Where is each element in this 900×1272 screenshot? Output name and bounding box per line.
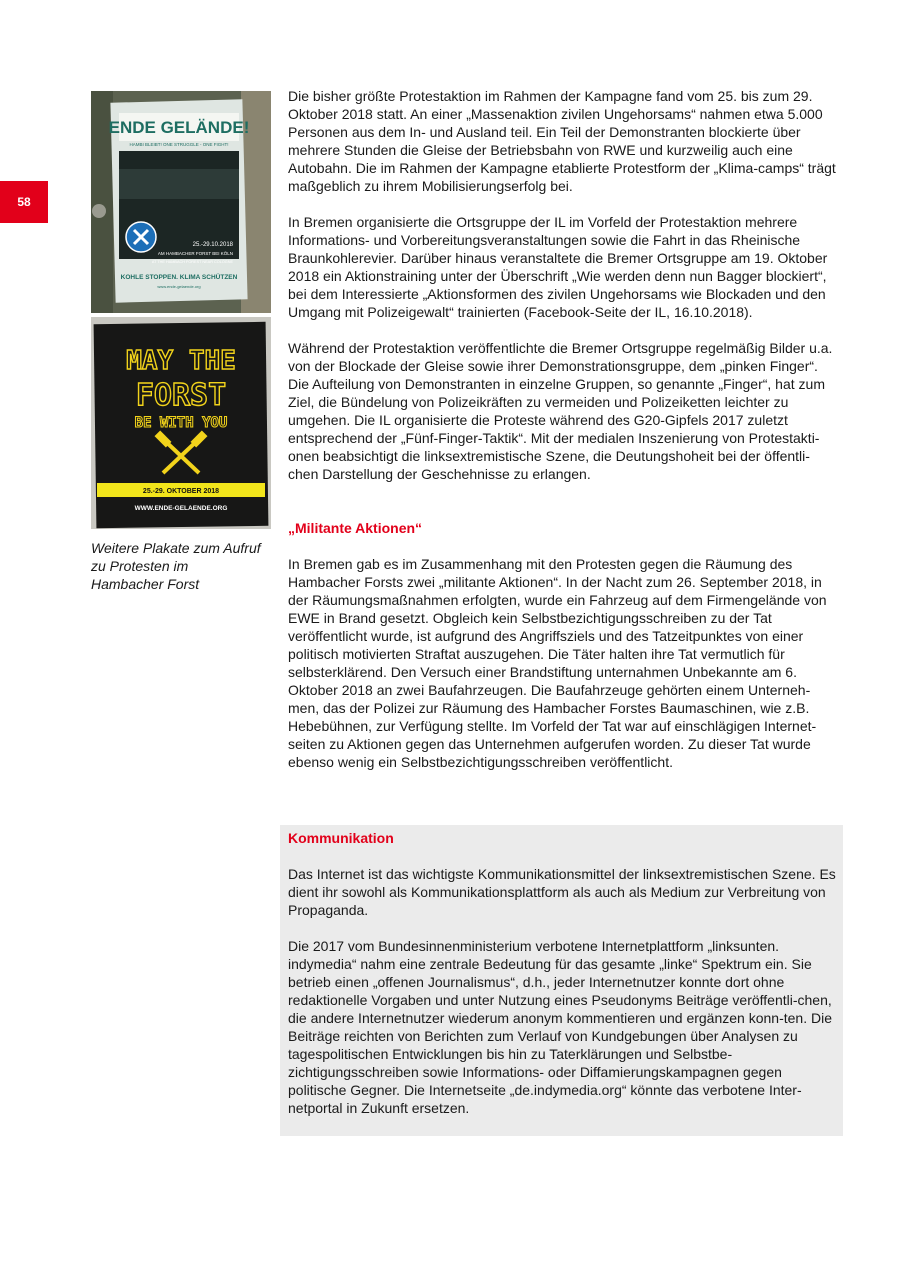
main-column [288, 87, 836, 771]
poster-photo-ende-gelaende [91, 91, 271, 313]
poster-1-date: 25.-29.10.2018 [192, 242, 233, 248]
poster-1-location-de: AM HAMBACHER FORST BEI KÖLN [157, 251, 233, 256]
poster-2-line-2: FORST [135, 378, 227, 413]
image-caption: Weitere Plakate zum Aufruf zu Protesten im Hambacher Forst [91, 540, 261, 592]
left-column [91, 91, 271, 593]
poster-photo-may-the-forst [91, 317, 271, 529]
poster-1-headline: ENDE GELÄNDE! [108, 118, 250, 137]
poster-1-graphic [91, 91, 271, 313]
poster-2-url: WWW.ENDE-GELAENDE.ORG [134, 505, 228, 512]
poster-2-line-3: BE WITH YOU [134, 415, 228, 431]
poster-2-line-1: MAY THE [126, 346, 236, 376]
poster-1-url: www.ende-gelaende.org [157, 284, 201, 289]
paragraph-2: In Bremen organisierte die Ortsgruppe der IL im Vorfeld der Protestaktion mehrere Informations- und Vorbereitungsveranstaltungen sowie die Fahrt in das Rheinische Braunkohlerevier. Darüber hinaus veranstaltete die Bremer Ortsgruppe am 19. Oktober 2018 ein Aktionstraining unter der Überschrift „Wie werden denn nun Bagger blockiert“, bei dem Interessierte „Aktionsformen des zivilen Ungehorsams wie Blockaden und den Umgang mit Polizeigewalt“ trainierten (Facebook-Seite der IL, 16.10.2018). [288, 214, 828, 320]
poster-1-slogan: KOHLE STOPPEN. KLIMA SCHÜTZEN [120, 274, 238, 281]
poster-2-graphic [91, 317, 271, 529]
box-heading: Kommunikation [288, 830, 394, 846]
paragraph-4: In Bremen gab es im Zusammenhang mit den Protesten gegen die Räumung des Hambacher Forsts zwei „militante Aktionen“. In der Nacht zum 26. September 2018, in der Räumungsmaßnahmen erfolgten, wurde ein Fahrzeug auf dem Firmengelände von EWE in Brand gesetzt. Obgleich kein Selbstbezichtigungsschreiben zu der Tat veröffentlicht wurde, ist aufgrund des Angriffsziels und des Tatzeitpunktes von einer politisch motivierten Straftat auszugehen. Die Täter halten ihre Tat vermutlich für selbsterklärend. Den Versuch einer Brandstiftung unternahmen Unbekannte am 6. Oktober 2018 an zwei Baufahrzeugen. Die Baufahrzeuge gehörten einem Unterneh-men, das der Polizei zur Räumung des Hambacher Forstes Baumaschinen, wie z.B. Hebebühnen, zur Verfügung stellte. Im Vorfeld der Tat war auf einschlägigen Internet-seiten zu Aktionen gegen das Unternehmen aufgerufen worden. Zu dieser Tat wurde ebenso wenig ein Selbstbezichtigungsschreiben veröffentlicht. [288, 556, 827, 770]
section-heading-militante-aktionen: „Militante Aktionen“ [288, 520, 423, 536]
page-number-tab [0, 181, 48, 223]
poster-1-location-en: AT THE HAMBACH FOREST NEAR COLOGNE [151, 260, 233, 264]
info-box-kommunikation [280, 825, 843, 1136]
box-paragraph-2: Die 2017 vom Bundesinnenministerium verbotene Internetplattform „linksunten. indymedia“ nahm eine zentrale Bedeutung für das gesamte „linke“ Spektrum ein. Sie betrieb einen „offenen Journalismus“, d.h., jeder Internetnutzer konnte dort ohne redaktionelle Vorgaben und unter Nutzung eines Pseudonyms Beiträge veröffentli-chen, die andere Internetnutzer wiederum anonym kommentieren und ergänzen konn-ten. Die Beiträge reichten von Berichten zum Verlauf von Kundgebungen über Analysen zu tagespolitischen Entwicklungen bis hin zu Taterklärungen und Selbstbe-zichtigungsschreiben sowie Informations- oder Diffamierungskampagnen gegen politische Gegner. Die Internetseite „de.indymedia.org“ könnte das verbotene Inter-netportal in Zukunft ersetzen. [288, 938, 832, 1116]
paragraph-1: Die bisher größte Protestaktion im Rahmen der Kampagne fand vom 25. bis zum 29. Oktober 2018 statt. An einer „Massenaktion zivilen Ungehorsams“ nahmen etwa 5.000 Personen aus dem In- und Ausland teil. Ein Teil der Demonstranten blockierte über mehrere Stunden die Gleise der Betriebsbahn von RWE und kurzweilig auch eine Autobahn. Die im Rahmen der Kampagne etablierte Protestform der „Klima-camps“ trägt maßgeblich zu ihrem Mobilisierungserfolg bei. [288, 88, 836, 194]
poster-1-subline: HAMBI BLEIBT! ONE STRUGGLE - ONE FIGHT! [129, 142, 229, 147]
page-number: 58 [17, 195, 31, 209]
box-paragraph-1: Das Internet ist das wichtigste Kommunikationsmittel der linksextremistischen Szene. Es dient ihr sowohl als Kommunikationsplattform als auch als Medium zur Verbreitung von Propaganda. [288, 866, 836, 918]
paragraph-3: Während der Protestaktion veröffentlichte die Bremer Ortsgruppe regelmäßig Bilder u.a. von der Blockade der Gleise sowie ihrer Demonstrationsgruppe, dem „pinken Finger“. Die Aufteilung von Demonstranten in einzelne Gruppen, so genannte „Finger“, hat zum Ziel, die Bündelung von Polizeikräften zu vermeiden und Polizeiketten leichter zu umgehen. Die IL organisierte die Proteste während des G20-Gipfels 2017 zuletzt entsprechend der „Fünf-Finger-Taktik“. Mit der medialen Inszenierung von Protestakti-onen beabsichtigt die linksextremistische Szene, die Deutungshoheit bei der öffentli-chen Darstellung der Geschehnisse zu erlangen. [288, 340, 833, 482]
poster-2-date: 25.-29. OKTOBER 2018 [142, 488, 220, 495]
